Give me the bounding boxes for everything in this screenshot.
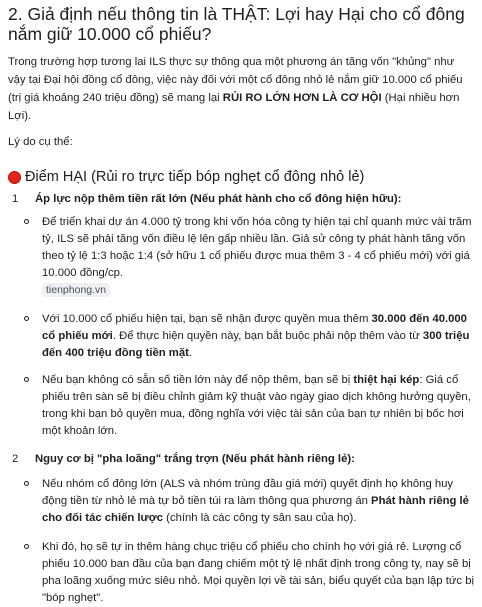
numbered-item-2	[8, 451, 474, 468]
intro-paragraph	[8, 53, 474, 125]
bullet-text: .	[188, 347, 193, 359]
bullet-text: Khi đó, họ sẽ tự in thêm hàng chục triệu cổ phiếu cho chính họ với giá rẻ. Lượng cổ phiếu 10.000 ban đầu của bạn đang chiếm một tỷ lệ nhất định trong công ty, nay sẽ bị pha loãng xuống mức siêu nhỏ. Mọi quyền lợi về tài sản, biểu quyết của bạn lập tức bị "bóp nghẹt".	[42, 541, 474, 604]
item-title: Nguy cơ bị "pha loãng" trắng trợn (Nếu phát hành riêng lẻ):	[35, 453, 355, 465]
bullet-text: . Để thực hiện quyền này, bạn bắt buộc phải nộp thêm vào từ	[112, 330, 423, 342]
bullet-icon	[24, 377, 29, 382]
list-item	[8, 372, 474, 440]
harm-section-title: Điểm HẠI (Rủi ro trực tiếp bóp nghẹt cổ đông nhỏ lẻ)	[25, 169, 365, 185]
bullet-text: Để triển khai dự án 4.000 tỷ trong khi vốn hóa công ty hiện tại chỉ quanh mức vài trăm tỷ, ILS sẽ phải tăng vốn điều lệ lên gấp nhiều lần. Giả sử công ty phát hành tăng vốn theo tỷ lệ 1:3 hoặc 1:4 (sở hữu 1 cổ phiếu được mua thêm 3 - 4 cổ phiếu mới) với giá 10.000 đồng/cp.	[42, 216, 472, 279]
bullet-text: (chính là các công ty sân sau của họ).	[163, 512, 357, 524]
reason-label: Lý do cụ thể:	[8, 136, 73, 148]
list-item	[8, 476, 474, 527]
intro-tail: (Hại nhiều hơn Lợi).	[8, 92, 460, 122]
bullet-icon	[24, 544, 29, 549]
item-number: 2	[12, 453, 19, 465]
source-chip[interactable]: tienphong.vn	[42, 283, 110, 297]
bullet-text: Nếu nhóm cổ đông lớn (ALS và nhóm trùng đầu giá mới) quyết định họ không huy động tiền từ nhỏ lẻ mà tự bỏ tiền túi ra làm thông qua phương án	[42, 478, 454, 507]
item-2-bullets	[8, 476, 474, 607]
section-heading: 2. Giả định nếu thông tin là THẬT: Lợi hay Hại cho cổ đông nắm giữ 10.000 cổ phiếu?	[8, 4, 465, 44]
bullet-icon	[24, 481, 29, 486]
list-item	[8, 214, 474, 299]
bullet-icon	[24, 219, 29, 224]
bullet-bold: thiệt hại kép	[353, 374, 420, 386]
bullet-icon	[24, 316, 29, 321]
numbered-item-1	[8, 191, 474, 208]
harm-section-header	[8, 168, 474, 186]
item-number: 1	[12, 193, 19, 205]
bullet-bold: 30.000 đến 40.000 cổ phiếu mới	[42, 313, 467, 342]
list-item	[8, 311, 474, 362]
intro-text: Trong trường hợp tương lai ILS thực sự thông qua một phương án tăng vốn "khủng" như vậy tại Đại hội đồng cổ đông, việc này đối với một cổ đông nhỏ lẻ nắm giữ 10.000 cổ phiếu (trị giá khoảng 240 triệu đồng) sẽ mang lại	[8, 56, 463, 104]
bullet-text: Nếu bạn không có sẵn số tiền lớn này để nộp thêm, bạn sẽ bị	[42, 374, 354, 386]
red-circle-icon	[8, 171, 21, 184]
bullet-text: Với 10.000 cổ phiếu hiện tại, bạn sẽ nhận được quyền mua thêm	[42, 313, 372, 325]
bullet-bold: Phát hành riêng lẻ cho đối tác chiến lược	[42, 495, 469, 524]
bullet-bold: 300 triệu đến 400 triệu đồng tiền mặt	[42, 330, 470, 359]
intro-bold: RỦI RO LỚN HƠN LÀ CƠ HỘI	[222, 92, 382, 104]
list-item	[8, 539, 474, 607]
item-1-bullets	[8, 214, 474, 440]
item-title: Áp lực nộp thêm tiền rất lớn (Nếu phát hành cho cổ đông hiện hữu):	[35, 193, 402, 205]
bullet-text: : Giá cổ phiếu trên sàn sẽ bị điều chỉnh giảm kỹ thuật vào ngày giao dịch không hưởng quyền, trong khi bạn bỏ quyền mua, đồng nghĩa với việc tài sản của bạn tự nhiên bị bốc hơi một khoản lớn.	[42, 374, 471, 437]
